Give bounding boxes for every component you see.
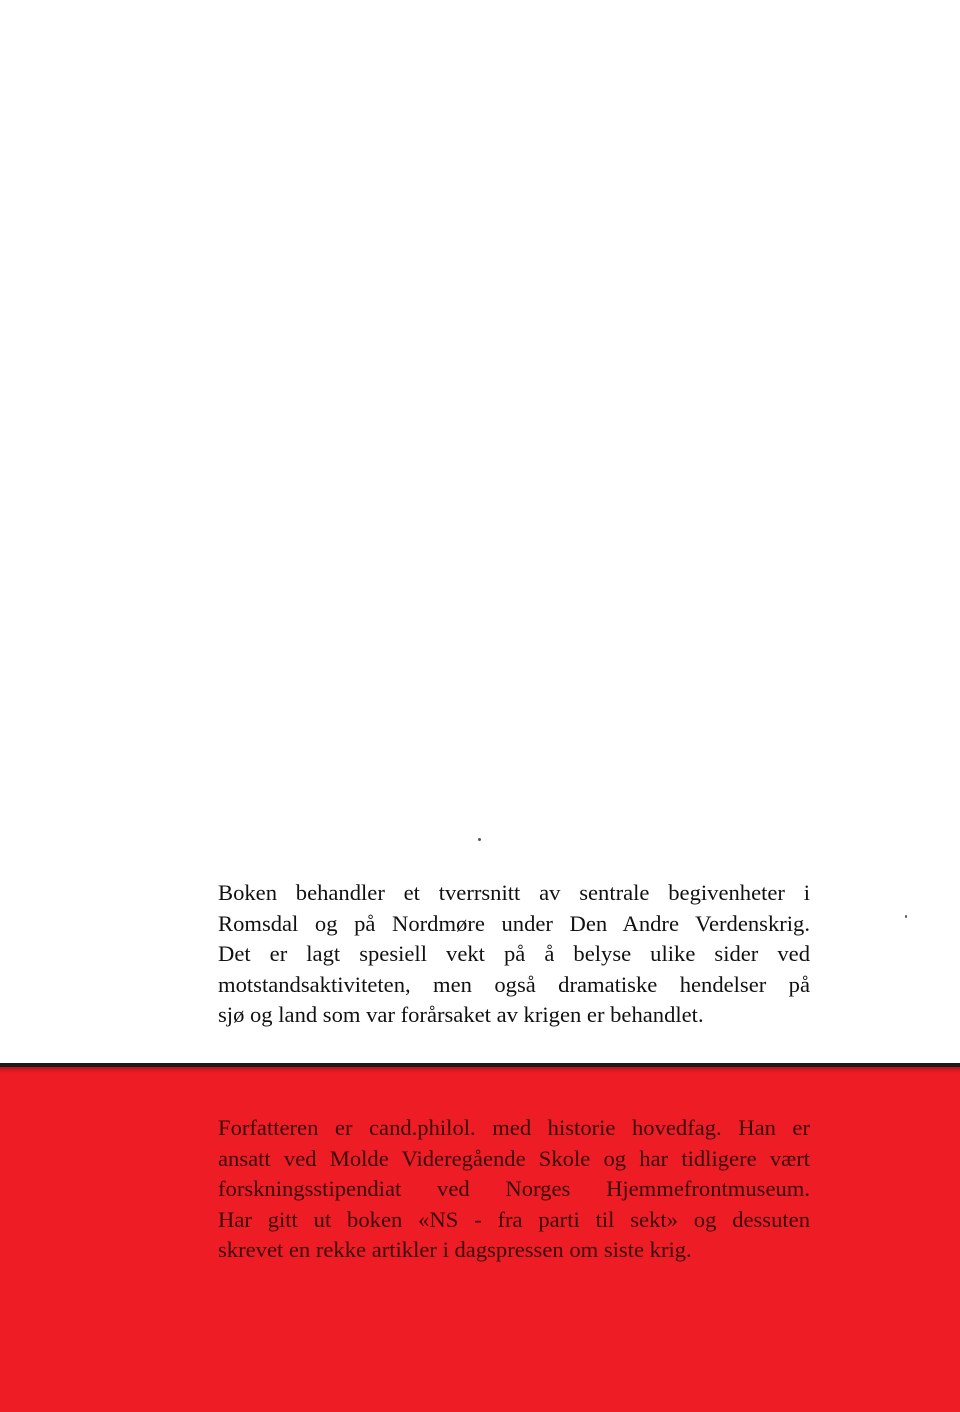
author-bio-line: Har gitt ut boken «NS - fra parti til sekt» og dessuten	[218, 1206, 810, 1232]
description-line: Romsdal og på Nordmøre under Den Andre Verdenskrig.	[218, 910, 810, 936]
author-bio-line: Forfatteren er cand.philol. med historie hovedfag. Han er	[218, 1115, 810, 1140]
description-line: Boken behandler et tverrsnitt av sentrale begivenheter i	[218, 880, 810, 905]
description-line: Det er lagt spesiell vekt på å belyse ulike sider ved	[218, 941, 810, 967]
author-bio-line: skrevet en rekke artikler i dagspressen om siste krig.	[218, 1237, 692, 1263]
book-description	[218, 878, 810, 1031]
author-bio-line: forskningsstipendiat ved Norges Hjemmefrontmuseum.	[218, 1176, 810, 1202]
red-band-edge	[0, 1067, 960, 1073]
description-line: motstandsaktiviteten, men også dramatiske hendelser på	[218, 971, 810, 997]
description-line: sjø og land som var forårsaket av krigen er behandlet.	[218, 1002, 704, 1028]
print-speck	[478, 838, 481, 841]
author-bio	[218, 1113, 810, 1266]
author-bio-line: ansatt ved Molde Videregående Skole og har tidligere vært	[218, 1145, 810, 1171]
print-speck	[905, 915, 907, 918]
